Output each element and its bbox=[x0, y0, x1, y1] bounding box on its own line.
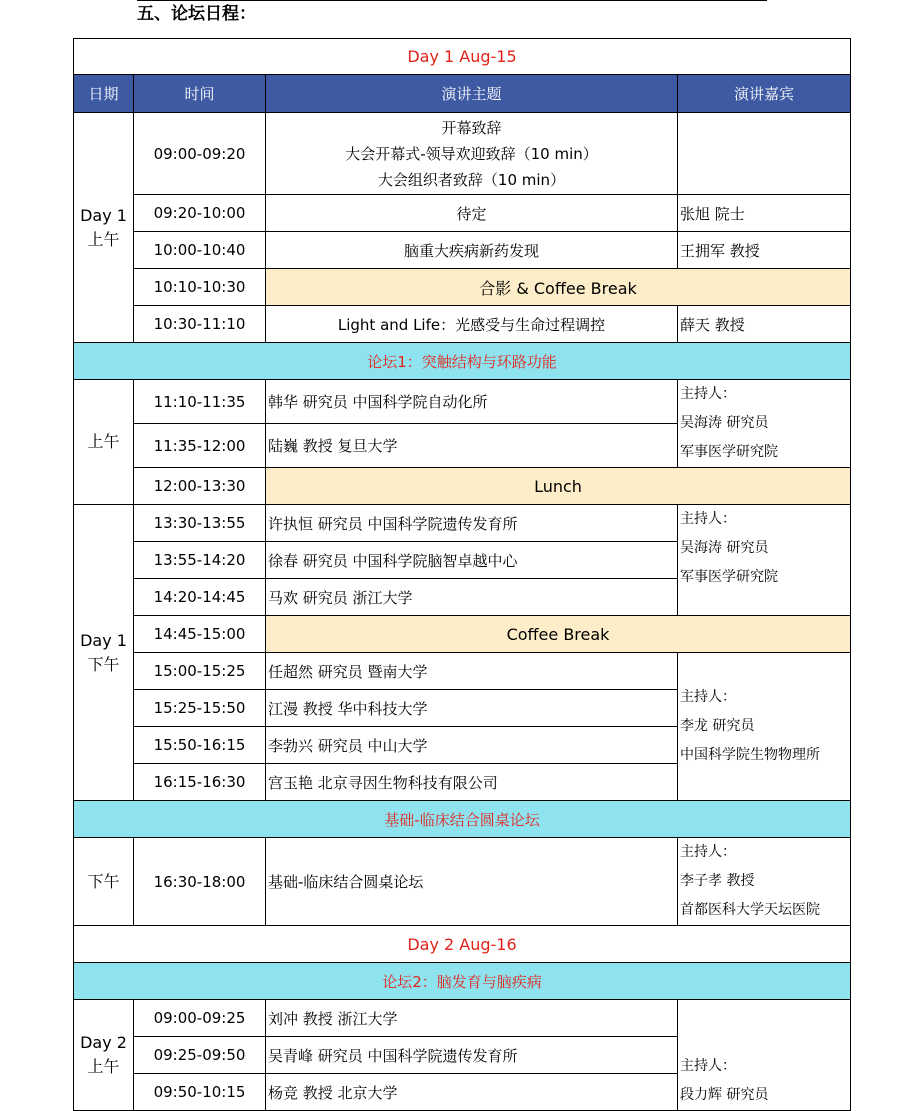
table-row bbox=[74, 269, 851, 306]
time-cell: 09:25-09:50 bbox=[134, 1037, 266, 1074]
time-cell: 09:00-09:25 bbox=[134, 1000, 266, 1037]
section-heading: 五、论坛日程： bbox=[137, 4, 256, 24]
time-cell: 15:25-15:50 bbox=[134, 690, 266, 727]
time-cell: 14:20-14:45 bbox=[134, 579, 266, 616]
time-cell: 09:00-09:20 bbox=[134, 113, 266, 195]
time-cell: 16:15-16:30 bbox=[134, 764, 266, 801]
time-cell: 10:00-10:40 bbox=[134, 232, 266, 269]
day2-title-row bbox=[74, 926, 851, 963]
time-cell: 15:00-15:25 bbox=[134, 653, 266, 690]
date-cell: Day 2 上午 bbox=[74, 1000, 134, 1111]
table-row bbox=[74, 616, 851, 653]
roundtable-title: 基础-临床结合圆桌论坛 bbox=[74, 801, 851, 838]
host-cell: 主持人： 吴海涛 研究员 军事医学研究院 bbox=[678, 505, 851, 616]
time-cell: 11:10-11:35 bbox=[134, 380, 266, 424]
forum-title-row bbox=[74, 801, 851, 838]
forum1-title: 论坛1：突触结构与环路功能 bbox=[74, 343, 851, 380]
topic-cell: 韩华 研究员 中国科学院自动化所 bbox=[266, 380, 678, 424]
topic-cell: 江漫 教授 华中科技大学 bbox=[266, 690, 678, 727]
time-cell: 09:50-10:15 bbox=[134, 1074, 266, 1111]
time-cell: 12:00-13:30 bbox=[134, 468, 266, 505]
header-date: 日期 bbox=[74, 75, 134, 113]
topic-cell: 基础-临床结合圆桌论坛 bbox=[266, 838, 678, 926]
header-time: 时间 bbox=[134, 75, 266, 113]
time-cell: 13:55-14:20 bbox=[134, 542, 266, 579]
host-cell: 主持人： 李龙 研究员 中国科学院生物物理所 bbox=[678, 653, 851, 801]
time-cell: 11:35-12:00 bbox=[134, 424, 266, 468]
topic-cell: 宫玉艳 北京寻因生物科技有限公司 bbox=[266, 764, 678, 801]
forum2-title: 论坛2：脑发育与脑疾病 bbox=[74, 963, 851, 1000]
host-cell: 主持人： 吴海涛 研究员 军事医学研究院 bbox=[678, 380, 851, 468]
speaker-cell: 王拥军 教授 bbox=[678, 232, 851, 269]
topic-cell: 徐春 研究员 中国科学院脑智卓越中心 bbox=[266, 542, 678, 579]
table-row bbox=[74, 505, 851, 542]
header-speaker: 演讲嘉宾 bbox=[678, 75, 851, 113]
topic-cell: 待定 bbox=[266, 195, 678, 232]
header-row bbox=[74, 75, 851, 113]
date-cell: 下午 bbox=[74, 838, 134, 926]
table-row bbox=[74, 113, 851, 195]
topic-cell: 陆巍 教授 复旦大学 bbox=[266, 424, 678, 468]
table-row bbox=[74, 653, 851, 690]
time-cell: 16:30-18:00 bbox=[134, 838, 266, 926]
topic-cell: 杨竞 教授 北京大学 bbox=[266, 1074, 678, 1111]
day1-title-row bbox=[74, 39, 851, 75]
topic-cell: 吴青峰 研究员 中国科学院遗传发育所 bbox=[266, 1037, 678, 1074]
host-cell: 主持人： 段力辉 研究员 bbox=[678, 1000, 851, 1111]
topic-cell: 马欢 研究员 浙江大学 bbox=[266, 579, 678, 616]
topic-cell: 刘冲 教授 浙江大学 bbox=[266, 1000, 678, 1037]
table-row bbox=[74, 195, 851, 232]
host-cell: 主持人： 李子孝 教授 首都医科大学天坛医院 bbox=[678, 838, 851, 926]
time-cell: 10:30-11:10 bbox=[134, 306, 266, 343]
topic-cell: 李勃兴 研究员 中山大学 bbox=[266, 727, 678, 764]
time-cell: 13:30-13:55 bbox=[134, 505, 266, 542]
topic-cell: 开幕致辞 大会开幕式-领导欢迎致辞（10 min） 大会组织者致辞（10 min） bbox=[266, 113, 678, 195]
header-topic: 演讲主题 bbox=[266, 75, 678, 113]
day2-title: Day 2 Aug-16 bbox=[74, 926, 851, 963]
time-cell: 10:10-10:30 bbox=[134, 269, 266, 306]
speaker-cell: 薛天 教授 bbox=[678, 306, 851, 343]
table-row bbox=[74, 232, 851, 269]
speaker-cell: 张旭 院士 bbox=[678, 195, 851, 232]
forum-title-row bbox=[74, 963, 851, 1000]
day1-title: Day 1 Aug-15 bbox=[74, 39, 851, 75]
break-cell: Lunch bbox=[266, 468, 851, 505]
date-cell: Day 1 上午 bbox=[74, 113, 134, 343]
table-row bbox=[74, 380, 851, 424]
topic-cell: 任超然 研究员 暨南大学 bbox=[266, 653, 678, 690]
break-cell: Coffee Break bbox=[266, 616, 851, 653]
date-cell: Day 1 下午 bbox=[74, 505, 134, 801]
date-cell: 上午 bbox=[74, 380, 134, 505]
time-cell: 15:50-16:15 bbox=[134, 727, 266, 764]
topic-cell: Light and Life：光感受与生命过程调控 bbox=[266, 306, 678, 343]
table-row bbox=[74, 838, 851, 926]
topic-cell: 脑重大疾病新药发现 bbox=[266, 232, 678, 269]
time-cell: 14:45-15:00 bbox=[134, 616, 266, 653]
speaker-cell bbox=[678, 113, 851, 195]
top-rule bbox=[137, 0, 767, 1]
break-cell: 合影 & Coffee Break bbox=[266, 269, 851, 306]
time-cell: 09:20-10:00 bbox=[134, 195, 266, 232]
topic-cell: 许执恒 研究员 中国科学院遗传发育所 bbox=[266, 505, 678, 542]
table-row bbox=[74, 306, 851, 343]
forum-title-row bbox=[74, 343, 851, 380]
table-row bbox=[74, 1000, 851, 1037]
table-row bbox=[74, 468, 851, 505]
schedule-table bbox=[73, 38, 851, 1111]
